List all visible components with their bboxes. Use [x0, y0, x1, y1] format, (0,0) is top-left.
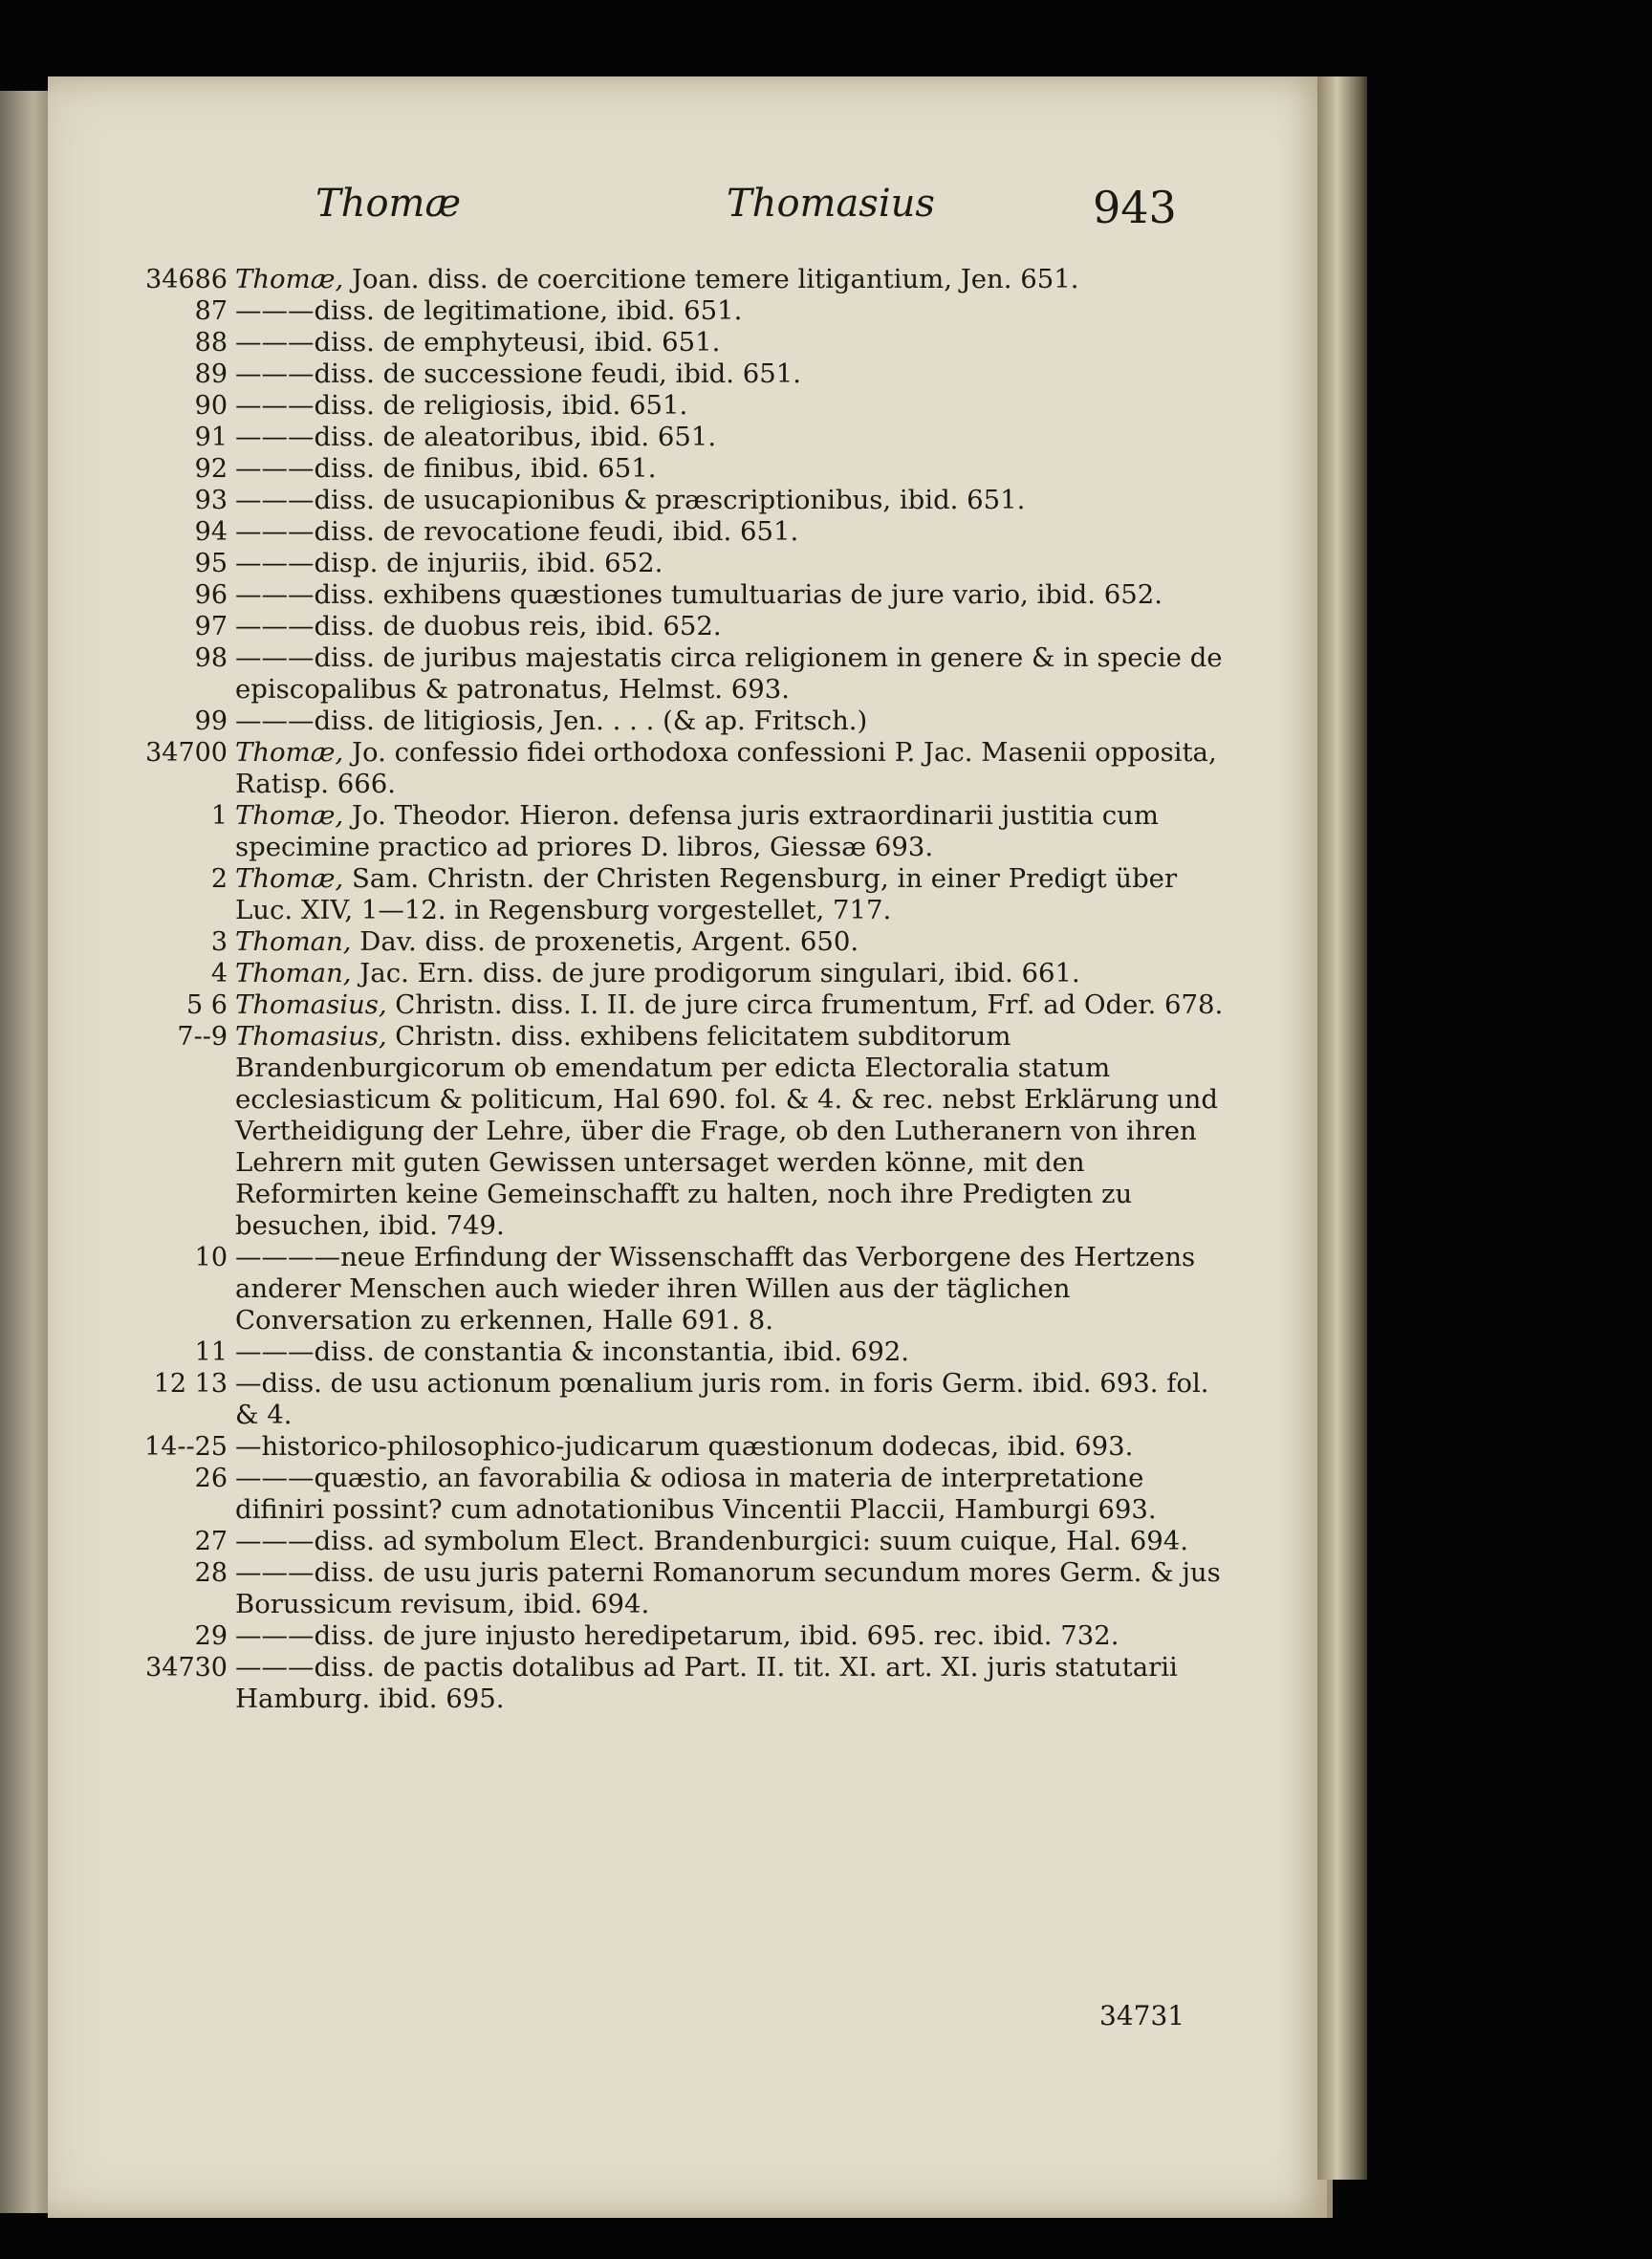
- catalogue-entry: [134, 485, 1224, 516]
- catalogue-entry: [134, 1242, 1224, 1336]
- entry-author: Thomæ,: [235, 264, 344, 294]
- catalogue-entry: [134, 453, 1224, 485]
- entry-number: 88: [194, 328, 228, 358]
- catalogue-entry: [134, 516, 1224, 548]
- entry-text: diss. de legitimatione, ibid. 651.: [314, 295, 743, 326]
- entry-number: 10: [194, 1243, 228, 1272]
- header-center-catchword: Thomasius: [727, 182, 935, 226]
- entry-text: neue Erfindung der Wissenschafft das Verborgene des Hertzens anderer Menschen auch wieder ihren Willen aus der täglichen Conversation zu erkennen, Halle 691. 8.: [235, 1242, 1196, 1336]
- entry-content: [235, 548, 1224, 579]
- entry-number: 94: [194, 517, 228, 547]
- entry-text: Jac. Ern. diss. de jure prodigorum singulari, ibid. 661.: [351, 958, 1080, 988]
- entry-content: [235, 422, 1224, 453]
- ditto-dash: ———: [235, 1336, 315, 1367]
- entry-number: 99: [194, 706, 228, 736]
- entry-number: 87: [194, 296, 228, 326]
- ditto-dash: ———: [235, 358, 315, 389]
- catalogue-entry: [134, 1526, 1224, 1557]
- entry-number: 12 13: [153, 1369, 228, 1399]
- entry-text: Christn. diss. exhibens felicitatem subditorum Brandenburgicorum ob emendatum per edicta Electoralia statum ecclesiasticum & politicum, Hal 690. fol. & 4. & rec. nebst Erklärung und Vertheidigung der Lehre, über die Frage, ob den Lutheranern von ihren Lehrern mit guten Gewissen untersaget werden könne, mit den Reformirten keine Gemeinschafft zu halten, noch ihre Predigten zu besuchen, ibid. 749.: [235, 1021, 1218, 1241]
- ditto-dash: ———: [235, 1620, 315, 1651]
- entry-text: disp. de injuriis, ibid. 652.: [314, 548, 663, 578]
- catalogue-entry: [134, 611, 1224, 642]
- entry-content: [235, 295, 1224, 327]
- catalogue-entry: [134, 548, 1224, 579]
- catalogue-entry: [134, 1620, 1224, 1652]
- ditto-dash: —: [235, 1368, 262, 1399]
- entry-text: diss. de revocatione feudi, ibid. 651.: [314, 516, 799, 547]
- entry-content: [235, 958, 1224, 989]
- ditto-dash: ———: [235, 390, 315, 421]
- entry-content: [235, 1620, 1224, 1652]
- entry-text: diss. de usu actionum pœnalium juris rom. in foris Germ. ibid. 693. fol. & 4.: [235, 1368, 1209, 1430]
- entry-content: [235, 989, 1224, 1021]
- entry-number: 28: [194, 1558, 228, 1588]
- entry-number: 34700: [145, 738, 228, 768]
- entry-content: [235, 737, 1224, 800]
- entry-content: [235, 706, 1224, 737]
- catalogue-entry: [134, 422, 1224, 453]
- catalogue-entry: [134, 926, 1224, 958]
- catalogue-entry: [134, 1431, 1224, 1463]
- entry-text: diss. de juribus majestatis circa religionem in genere & in specie de episcopalibus & patronatus, Helmst. 693.: [235, 642, 1223, 705]
- entry-author: Thoman,: [235, 958, 352, 988]
- ditto-dash: ———: [235, 1526, 315, 1556]
- catalogue-entry: [134, 1368, 1224, 1431]
- entry-text: diss. de constantia & inconstantia, ibid. 692.: [314, 1336, 910, 1367]
- entry-number: 1: [210, 801, 228, 831]
- page-number: 943: [1093, 182, 1177, 233]
- catalogue-entry: [134, 737, 1224, 800]
- catalogue-entry: [134, 1336, 1224, 1368]
- entry-content: [235, 1557, 1224, 1620]
- entry-number: 97: [194, 612, 228, 641]
- catalogue-entry: [134, 1021, 1224, 1242]
- catalogue-entry: [134, 264, 1224, 295]
- ditto-dash: ———: [235, 516, 315, 547]
- ditto-dash: ———: [235, 453, 315, 484]
- entry-author: Thoman,: [235, 926, 352, 957]
- ditto-dash: ———: [235, 1652, 315, 1683]
- entry-content: [235, 390, 1224, 422]
- entry-content: [235, 327, 1224, 358]
- entry-text: Dav. diss. de proxenetis, Argent. 650.: [351, 926, 859, 957]
- entry-author: Thomasius,: [235, 1021, 387, 1052]
- header-left-catchword: Thomæ: [315, 182, 462, 226]
- entry-content: [235, 611, 1224, 642]
- entry-author: Thomæ,: [235, 863, 344, 894]
- entry-number: 2: [210, 864, 228, 894]
- ditto-dash: ———: [235, 327, 315, 358]
- entry-content: [235, 516, 1224, 548]
- entry-content: [235, 1021, 1224, 1242]
- catalogue-entry: [134, 800, 1224, 863]
- entry-content: [235, 1242, 1224, 1336]
- ditto-dash: ———: [235, 1463, 315, 1493]
- entry-number: 4: [210, 959, 228, 988]
- ditto-dash: ———: [235, 485, 315, 515]
- entry-text: diss. de religiosis, ibid. 651.: [314, 390, 688, 421]
- catalogue-entry: [134, 989, 1224, 1021]
- catalogue-entry: [134, 1557, 1224, 1620]
- entry-text: historico-philosophico-judicarum quæstionum dodecas, ibid. 693.: [261, 1431, 1134, 1462]
- entry-content: [235, 1336, 1224, 1368]
- entry-number: 34730: [145, 1653, 228, 1683]
- entry-content: [235, 485, 1224, 516]
- entry-content: [235, 453, 1224, 485]
- entry-text: diss. exhibens quæstiones tumultuarias de jure vario, ibid. 652.: [314, 579, 1163, 610]
- catalogue-entry: [134, 863, 1224, 926]
- ditto-dash: ———: [235, 611, 315, 641]
- entry-number: 91: [194, 423, 228, 452]
- entry-number: 34686: [145, 265, 228, 294]
- ditto-dash: ———: [235, 1557, 315, 1588]
- entry-text: Jo. Theodor. Hieron. defensa juris extraordinarii justitia cum specimine practico ad priores D. libros, Giessæ 693.: [235, 800, 1159, 862]
- ditto-dash: ———: [235, 706, 315, 736]
- entry-content: [235, 358, 1224, 390]
- entry-author: Thomæ,: [235, 737, 344, 768]
- entry-content: [235, 1368, 1224, 1431]
- entry-number: 3: [210, 927, 228, 957]
- entry-content: [235, 1652, 1224, 1715]
- catalogue-entry: [134, 958, 1224, 989]
- entry-content: [235, 1526, 1224, 1557]
- entry-number: 26: [194, 1464, 228, 1493]
- entry-text: Christn. diss. I. II. de jure circa frumentum, Frf. ad Oder. 678.: [386, 989, 1224, 1020]
- entry-content: [235, 926, 1224, 958]
- entry-number: 5 6: [186, 990, 228, 1020]
- catalogue-entries: [134, 264, 1224, 1715]
- entry-text: diss. de pactis dotalibus ad Part. II. tit. XI. art. XI. juris statutarii Hamburg. ibid. 695.: [235, 1652, 1178, 1714]
- catalogue-entry: [134, 1463, 1224, 1526]
- entry-number: 92: [194, 454, 228, 484]
- entry-text: Sam. Christn. der Christen Regensburg, in einer Predigt über Luc. XIV, 1—12. in Regensburg vorgestellet, 717.: [235, 863, 1178, 925]
- entry-content: [235, 863, 1224, 926]
- entry-number: 11: [194, 1337, 228, 1367]
- entry-number: 29: [194, 1621, 228, 1651]
- entry-number: 93: [194, 486, 228, 515]
- entry-author: Thomasius,: [235, 989, 387, 1020]
- ditto-dash: ———: [235, 642, 315, 673]
- entry-text: diss. de duobus reis, ibid. 652.: [314, 611, 722, 641]
- catalogue-entry: [134, 579, 1224, 611]
- entry-text: diss. de litigiosis, Jen. . . . (& ap. Fritsch.): [314, 706, 868, 736]
- entry-content: [235, 1431, 1224, 1463]
- catalogue-entry: [134, 642, 1224, 706]
- entry-number: 7--9: [177, 1022, 228, 1052]
- ditto-dash: ————: [235, 1242, 340, 1272]
- entry-text: diss. de emphyteusi, ibid. 651.: [314, 327, 721, 358]
- entry-text: quæstio, an favorabilia & odiosa in materia de interpretatione difiniri possint? cum adnotationibus Vincentii Placcii, Hamburgi 693.: [235, 1463, 1157, 1525]
- catalogue-entry: [134, 358, 1224, 390]
- entry-number: 90: [194, 391, 228, 421]
- entry-content: [235, 264, 1224, 295]
- entry-text: diss. de finibus, ibid. 651.: [314, 453, 657, 484]
- ditto-dash: ———: [235, 422, 315, 452]
- ditto-dash: ———: [235, 548, 315, 578]
- entry-text: Jo. confessio fidei orthodoxa confessioni P. Jac. Masenii opposita, Ratisp. 666.: [235, 737, 1217, 799]
- entry-number: 98: [194, 643, 228, 673]
- entry-text: Joan. diss. de coercitione temere litigantium, Jen. 651.: [343, 264, 1079, 294]
- entry-number: 95: [194, 549, 228, 578]
- entry-text: diss. de jure injusto heredipetarum, ibid. 695. rec. ibid. 732.: [314, 1620, 1119, 1651]
- catalogue-entry: [134, 390, 1224, 422]
- entry-number: 14--25: [144, 1432, 228, 1462]
- catalogue-entry: [134, 1652, 1224, 1715]
- entry-text: diss. de successione feudi, ibid. 651.: [314, 358, 801, 389]
- entry-author: Thomæ,: [235, 800, 344, 831]
- entry-content: [235, 642, 1224, 706]
- catalogue-entry: [134, 327, 1224, 358]
- entry-number: 96: [194, 580, 228, 610]
- entry-text: diss. de usucapionibus & præscriptionibus, ibid. 651.: [314, 485, 1026, 515]
- entry-number: 89: [194, 359, 228, 389]
- entry-number: 27: [194, 1527, 228, 1556]
- entry-text: diss. de usu juris paterni Romanorum secundum mores Germ. & jus Borussicum revisum, ibid. 694.: [235, 1557, 1221, 1619]
- catalogue-entry: [134, 706, 1224, 737]
- ditto-dash: —: [235, 1431, 262, 1462]
- page-edge-shadow: [1317, 76, 1367, 2180]
- entry-text: diss. de aleatoribus, ibid. 651.: [314, 422, 717, 452]
- entry-content: [235, 1463, 1224, 1526]
- entry-content: [235, 579, 1224, 611]
- catchword: 34731: [1099, 2000, 1185, 2031]
- catalogue-entry: [134, 295, 1224, 327]
- entry-content: [235, 800, 1224, 863]
- running-header: [0, 182, 1652, 249]
- entry-text: diss. ad symbolum Elect. Brandenburgici: suum cuique, Hal. 694.: [314, 1526, 1188, 1556]
- ditto-dash: ———: [235, 579, 315, 610]
- ditto-dash: ———: [235, 295, 315, 326]
